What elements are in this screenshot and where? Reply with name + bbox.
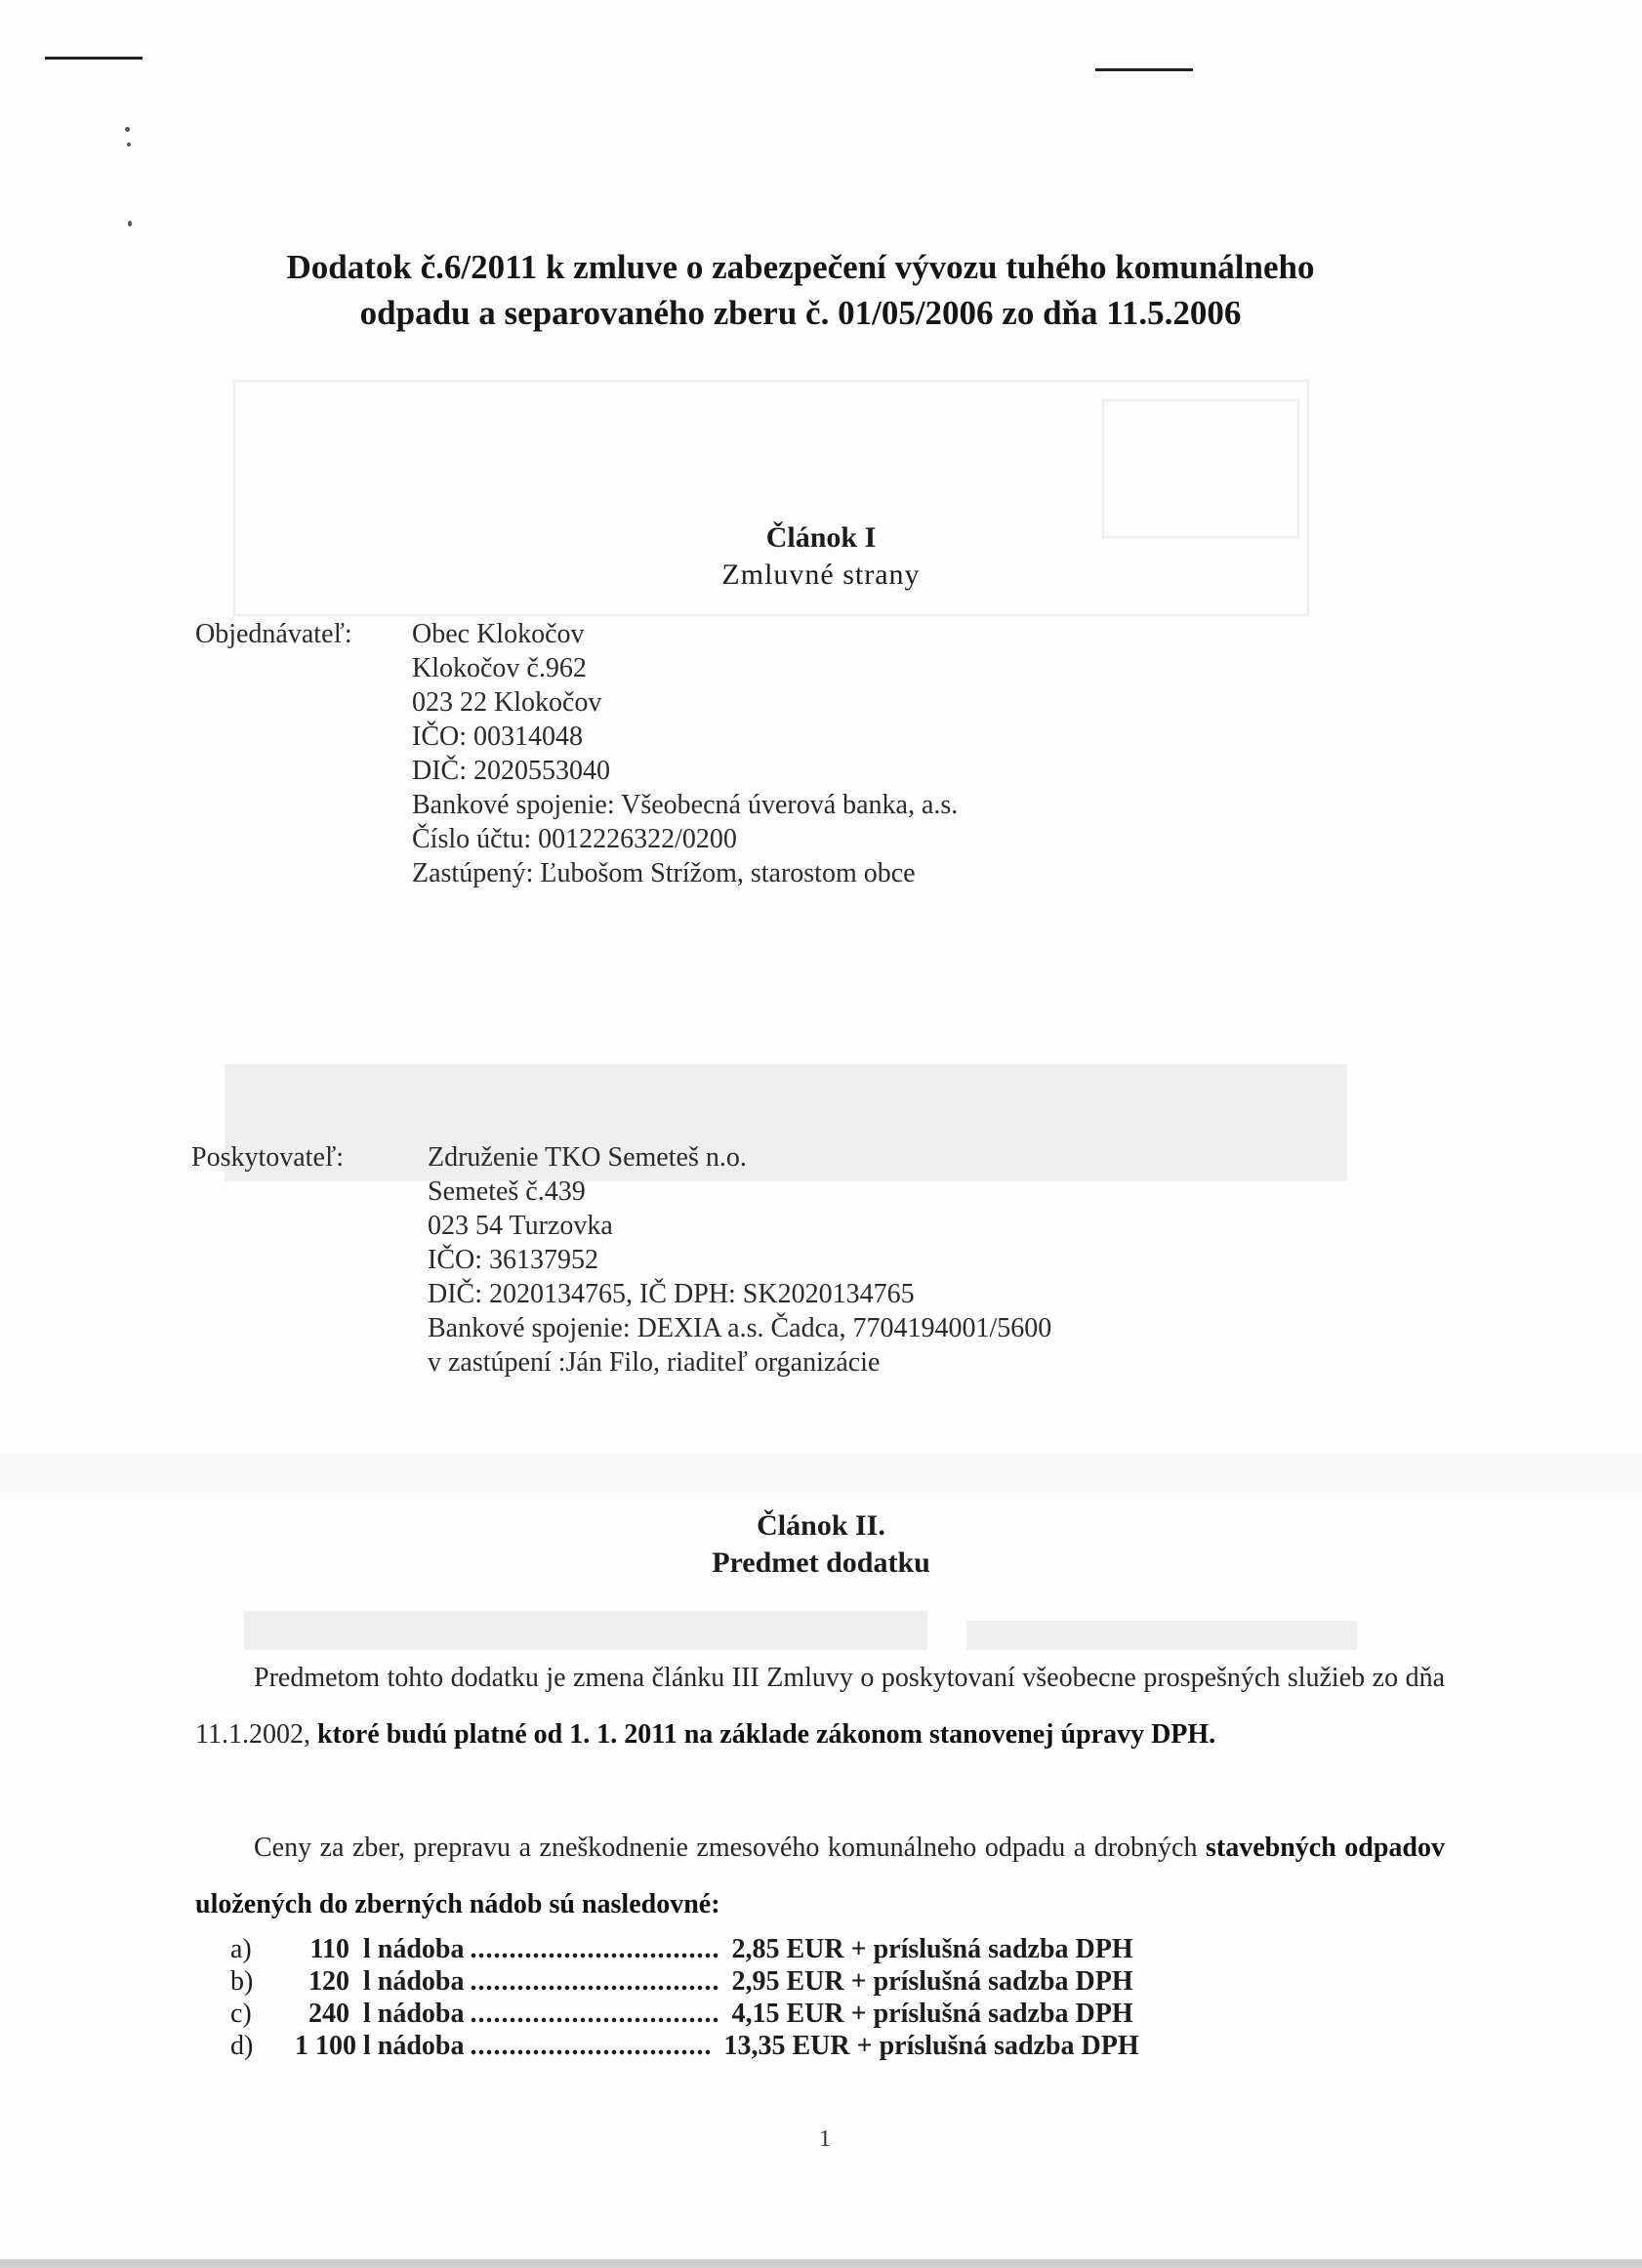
price-row-leader: ............................... xyxy=(470,2031,713,2061)
article-1-subheading: Zmluvné strany xyxy=(721,558,921,591)
client-details xyxy=(412,617,958,890)
price-row-volume: 240 xyxy=(308,1999,349,2029)
price-row-volume: 110 xyxy=(309,1934,349,1964)
price-row-price: 4,15 EUR + príslušná sadzba DPH xyxy=(731,1999,1133,2029)
scan-mark-right xyxy=(1095,68,1193,71)
provider-line: DIČ: 2020134765, IČ DPH: SK2020134765 xyxy=(428,1279,915,1309)
scan-speck xyxy=(128,221,132,227)
provider-line: Semeteš č.439 xyxy=(428,1176,586,1207)
price-row-letter: d) xyxy=(230,2031,254,2061)
bleed-through-texture xyxy=(225,225,1376,1884)
provider-line: Bankové spojenie: DEXIA a.s. Čadca, 7704194001/5600 xyxy=(428,1313,1052,1343)
price-row xyxy=(230,2030,1139,2062)
price-row-unit: l nádoba xyxy=(363,1999,465,2029)
price-row xyxy=(230,1965,1139,1998)
price-row-price: 2,95 EUR + príslušná sadzba DPH xyxy=(731,1966,1133,1997)
provider-line: 023 54 Turzovka xyxy=(428,1211,613,1241)
client-line: Obec Klokočov xyxy=(412,619,585,649)
article-1-heading-block xyxy=(0,519,1642,594)
title-line-2: odpadu a separovaného zberu č. 01/05/2006 zo dňa 11.5.2006 xyxy=(359,294,1242,332)
price-row-unit: l nádoba xyxy=(363,2031,465,2061)
prices-intro-paragraph xyxy=(195,1820,1445,1933)
client-label: Objednávateľ: xyxy=(195,619,352,649)
provider-label: Poskytovateľ: xyxy=(191,1142,345,1173)
client-line: DIČ: 2020553040 xyxy=(412,756,610,786)
scan-speck xyxy=(127,143,131,146)
title-line-1: Dodatok č.6/2011 k zmluve o zabezpečení vývozu tuhého komunálneho xyxy=(286,248,1315,286)
price-row-letter: c) xyxy=(230,1999,252,2029)
provider-line: v zastúpení :Ján Filo, riaditeľ organizácie xyxy=(428,1347,881,1378)
subject-paragraph xyxy=(195,1650,1445,1763)
price-row-unit: l nádoba xyxy=(363,1934,465,1964)
prices-intro-text: Ceny za zber, prepravu a zneškodnenie zmesového komunálneho odpadu a drobných xyxy=(254,1833,1206,1863)
article-2-heading: Článok II. xyxy=(757,1509,885,1542)
price-row-letter: a) xyxy=(230,1934,252,1964)
provider-line: IČO: 36137952 xyxy=(428,1245,598,1275)
client-line: IČO: 00314048 xyxy=(412,722,583,752)
prices-intro-bold: stavebných odpadov uložených do zberných nádob sú nasledovné: xyxy=(195,1833,1445,1919)
client-line: Klokočov č.962 xyxy=(412,653,587,683)
price-row-price: 2,85 EUR + príslušná sadzba DPH xyxy=(731,1934,1133,1964)
price-row xyxy=(230,1933,1139,1965)
client-line: Zastúpený: Ľubošom Strížom, starostom obce xyxy=(412,858,916,888)
price-row-volume: 1 100 xyxy=(295,2031,356,2061)
price-row-leader: ................................ xyxy=(470,1999,720,2029)
price-row-unit: l nádoba xyxy=(363,1966,465,1997)
subject-paragraph-bold: ktoré budú platné od 1. 1. 2011 na základe zákonom stanovenej úpravy DPH. xyxy=(316,1719,1216,1750)
price-row-leader: ................................ xyxy=(470,1966,720,1997)
page-bottom-edge xyxy=(0,2259,1642,2268)
article-2-heading-block xyxy=(0,1507,1642,1582)
price-row-price: 13,35 EUR + príslušná sadzba DPH xyxy=(723,2031,1139,2061)
scan-speck xyxy=(125,127,130,132)
client-line: Bankové spojenie: Všeobecná úverová banka, a.s. xyxy=(412,790,959,820)
article-2-subheading: Predmet dodatku xyxy=(712,1546,930,1579)
price-row-letter: b) xyxy=(230,1966,254,1997)
paper-fold xyxy=(0,1445,1642,1504)
article-1-heading: Článok I xyxy=(765,521,877,554)
client-line: Číslo účtu: 0012226322/0200 xyxy=(412,824,737,854)
provider-details xyxy=(428,1140,1051,1380)
provider-line: Združenie TKO Semeteš n.o. xyxy=(428,1142,747,1173)
price-row-leader: ................................ xyxy=(470,1934,720,1964)
scan-mark-left xyxy=(45,57,143,60)
price-list xyxy=(230,1933,1139,2062)
price-row-volume: 120 xyxy=(308,1966,349,1997)
document-title xyxy=(195,244,1406,336)
page-number: 1 xyxy=(819,2126,831,2152)
price-row xyxy=(230,1998,1139,2030)
subject-paragraph-text: Predmetom tohto dodatku je zmena článku III Zmluvy o poskytovaní všeobecne prospešných služieb zo dňa 11.1.2002, xyxy=(195,1663,1445,1750)
client-line: 023 22 Klokočov xyxy=(412,687,602,718)
